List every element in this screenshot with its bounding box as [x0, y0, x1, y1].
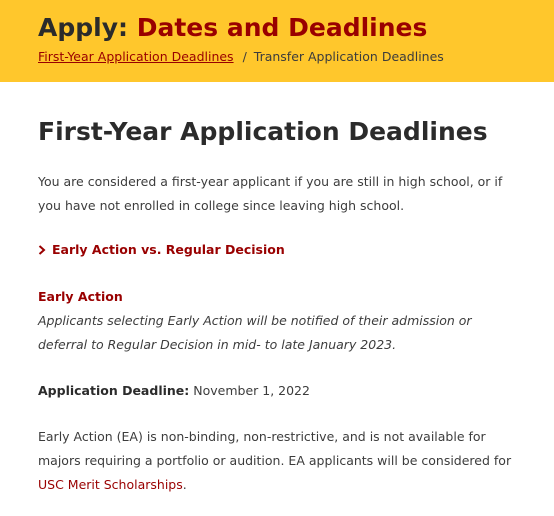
- intro-paragraph: You are considered a first-year applicant if you are still in high school, or if you have not enrolled in college since leaving high school.: [38, 174, 503, 213]
- breadcrumb: [38, 49, 554, 64]
- banner-title-accent: Dates and Deadlines: [136, 13, 428, 42]
- breadcrumb-transfer-link[interactable]: Transfer Application Deadlines: [253, 49, 444, 64]
- main-content: [0, 116, 554, 497]
- banner-title-prefix: Apply:: [38, 13, 129, 42]
- ea-description-text: Early Action (EA) is non-binding, non-restrictive, and is not available for majors requiring a portfolio or audition. EA applicants will be considered for: [38, 429, 512, 468]
- early-action-heading: Early Action: [38, 289, 123, 304]
- banner-title: [38, 12, 554, 44]
- deadline-value: November 1, 2022: [193, 383, 310, 398]
- early-action-note: Applicants selecting Early Action will be notified of their admission or deferral to Regular Decision in mid- to late January 2023.: [38, 313, 472, 352]
- page-banner: [0, 0, 554, 82]
- early-action-vs-regular-toggle[interactable]: [38, 238, 514, 263]
- deadline-label: Application Deadline:: [38, 383, 190, 398]
- toggle-label: Early Action vs. Regular Decision: [52, 242, 285, 257]
- early-action-description: [38, 425, 514, 497]
- page-title: First-Year Application Deadlines: [38, 117, 488, 146]
- ea-description-end: .: [182, 477, 187, 492]
- breadcrumb-first-year-link[interactable]: First-Year Application Deadlines: [38, 49, 234, 64]
- merit-scholarships-link[interactable]: USC Merit Scholarships: [38, 477, 183, 492]
- chevron-right-icon: [38, 239, 52, 263]
- breadcrumb-separator: /: [242, 49, 247, 64]
- application-deadline: [38, 379, 514, 403]
